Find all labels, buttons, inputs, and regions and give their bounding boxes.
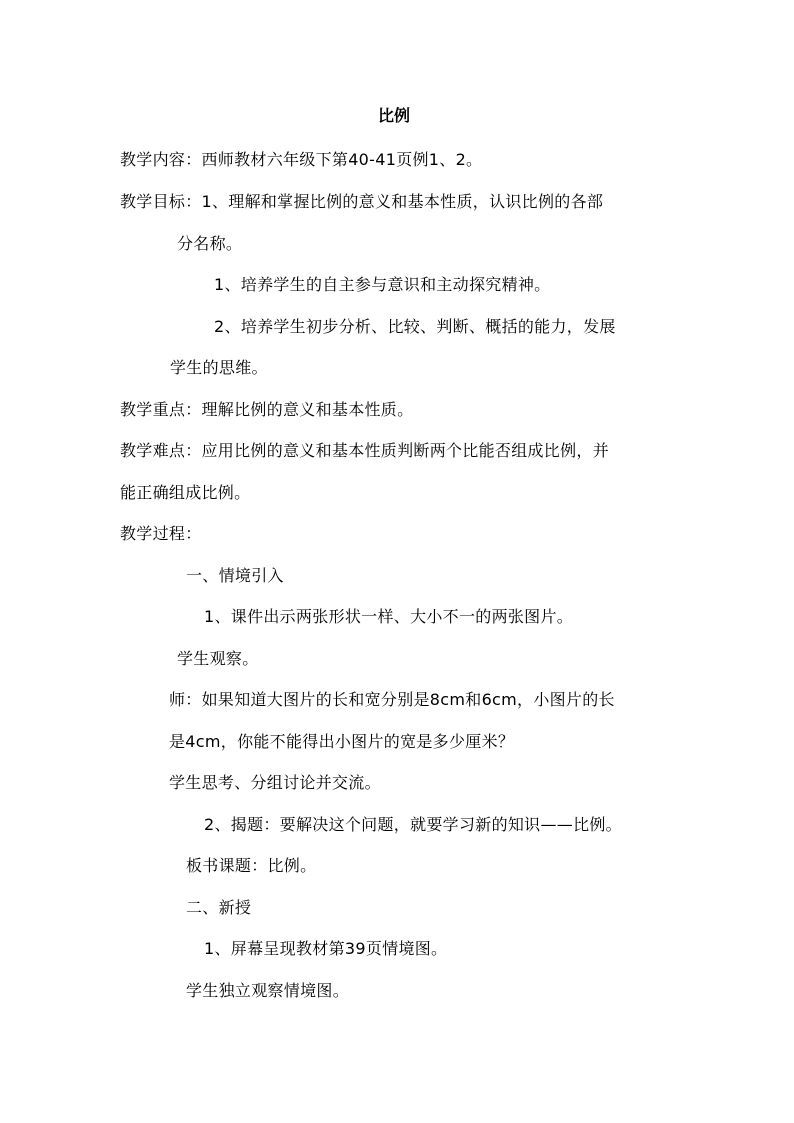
process-step-line: 1、屏幕呈现教材第39页情境图。 xyxy=(204,939,448,958)
process-text-line: 学生思考、分组讨论并交流。 xyxy=(169,773,381,792)
process-step-line: 1、课件出示两张形状一样、大小不一的两张图片。 xyxy=(204,607,574,626)
teaching-difficulty-continuation: 能正确组成比例。 xyxy=(120,483,251,502)
teaching-process-heading: 教学过程： xyxy=(120,524,202,543)
section-heading: 二、新授 xyxy=(186,898,252,917)
goal-item-continuation: 学生的思维。 xyxy=(170,358,268,377)
section-heading: 一、情境引入 xyxy=(186,566,284,585)
teaching-content-line: 教学内容：西师教材六年级下第40-41页例1、2。 xyxy=(120,150,483,169)
teaching-difficulty-line: 教学难点：应用比例的意义和基本性质判断两个比能否组成比例，并 xyxy=(120,441,610,460)
process-text-line: 学生独立观察情境图。 xyxy=(186,981,350,1000)
goal-item-line: 2、培养学生初步分析、比较、判断、概括的能力，发展 xyxy=(214,317,616,336)
document-title: 比例 xyxy=(378,106,411,125)
teacher-question-continuation: 是4cm，你能不能得出小图片的宽是多少厘米？ xyxy=(169,732,515,751)
teaching-key-point-line: 教学重点：理解比例的意义和基本性质。 xyxy=(120,400,414,419)
process-step-line: 2、揭题：要解决这个问题，就要学习新的知识——比例。 xyxy=(204,815,622,834)
teaching-goal-continuation: 分名称。 xyxy=(177,234,243,253)
process-text-line: 学生观察。 xyxy=(177,649,259,668)
teaching-goal-line: 教学目标：1、理解和掌握比例的意义和基本性质，认识比例的各部 xyxy=(120,192,604,211)
process-text-line: 板书课题：比例。 xyxy=(186,856,317,875)
teacher-question-line: 师：如果知道大图片的长和宽分别是8cm和6cm，小图片的长 xyxy=(169,690,615,709)
goal-item-line: 1、培养学生的自主参与意识和主动探究精神。 xyxy=(214,275,551,294)
